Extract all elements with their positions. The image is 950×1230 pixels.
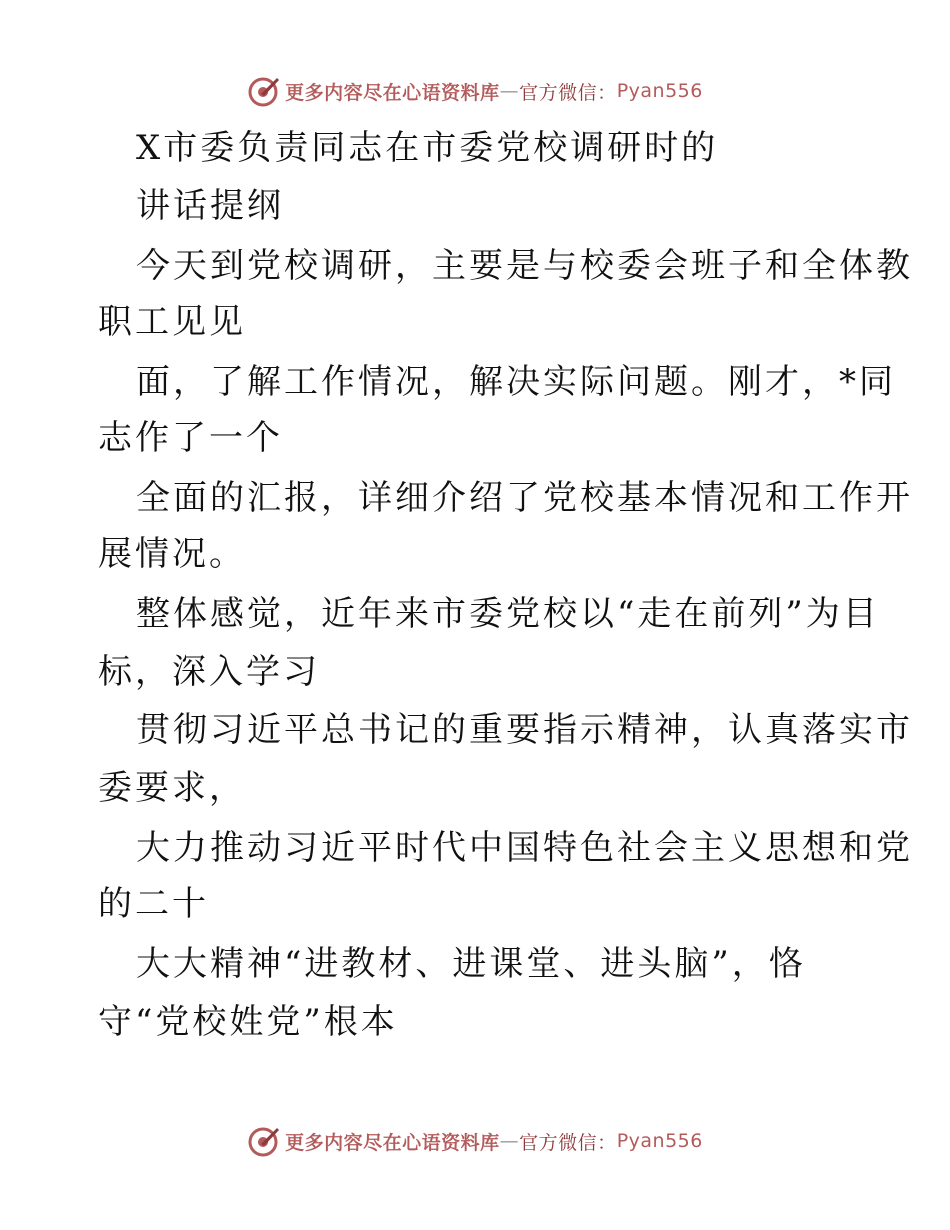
watermark-dash: — [499, 1130, 520, 1152]
document-title-line-1: X市委负责同志在市委党校调研时的 [136, 128, 719, 168]
paragraph-line: 全面的汇报，详细介绍了党校基本情况和工作开 [136, 478, 913, 518]
paragraph-line: 职工见见 [98, 302, 246, 342]
document-title-line-2: 讲话提纲 [136, 186, 284, 226]
watermark-contact-label: 官方微信： [519, 81, 617, 104]
quill-logo-icon [247, 74, 281, 108]
header-watermark [0, 74, 950, 108]
paragraph-line: 今天到党校调研，主要是与校委会班子和全体教 [136, 246, 913, 286]
watermark-contact-label: 官方微信： [519, 1131, 617, 1154]
watermark-main-text: 更多内容尽在心语资料库 [285, 1131, 500, 1154]
footer-watermark [0, 1124, 950, 1158]
paragraph-line: 委要求， [98, 768, 246, 808]
paragraph-line: 守“党校姓党”根本 [98, 1002, 398, 1042]
paragraph-line: 大大精神“进教材、进课堂、进头脑”，恪 [136, 944, 806, 984]
paragraph-line: 标，深入学习 [98, 652, 320, 692]
watermark-wechat-id: Pyan556 [616, 1130, 703, 1152]
paragraph-line: 展情况。 [98, 534, 246, 574]
paragraph-line: 大力推动习近平时代中国特色社会主义思想和党 [136, 828, 913, 868]
paragraph-line: 面，了解工作情况，解决实际问题。刚才，*同 [136, 362, 896, 402]
quill-logo-icon [247, 1124, 281, 1158]
watermark-main-text: 更多内容尽在心语资料库 [285, 81, 500, 104]
paragraph-line: 志作了一个 [98, 418, 283, 458]
watermark-wechat-id: Pyan556 [616, 80, 703, 102]
watermark-dash: — [499, 80, 520, 102]
paragraph-line: 整体感觉，近年来市委党校以“走在前列”为目 [136, 594, 880, 634]
paragraph-line: 贯彻习近平总书记的重要指示精神，认真落实市 [136, 710, 913, 750]
paragraph-line: 的二十 [98, 884, 209, 924]
